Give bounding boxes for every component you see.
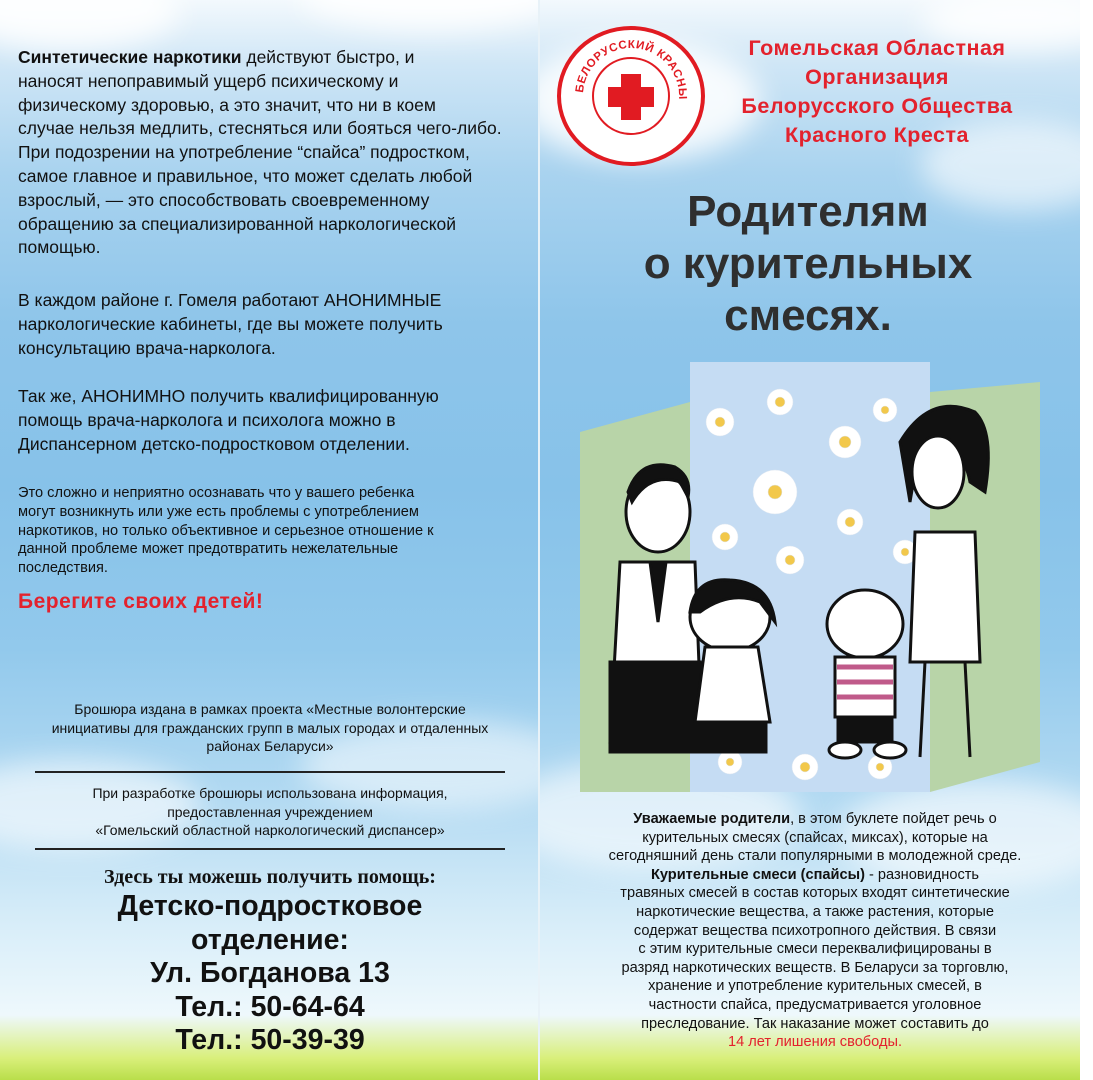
divider	[35, 771, 505, 773]
help-contacts: Детско-подростковое отделение: Ул. Богданова 13 Тел.: 50-64-64 Тел.: 50-39-39	[117, 890, 423, 1056]
red-cross-icon	[561, 30, 701, 162]
svg-text:БЕЛОРУССКИЙ КРАСНЫЙ КРЕСТ: БЕЛОРУССКИЙ КРАСНЫ	[573, 38, 689, 101]
project-note: Брошюра издана в рамках проекта «Местные волонтерские инициативы для гражданских групп в малых городах и отдаленных районах Беларуси»	[51, 701, 489, 755]
help-heading: Здесь ты можешь получить помощь:	[104, 866, 436, 888]
paragraph-synthetic-drugs: Синтетические наркотики действуют быстро, и наносят непоправимый ущерб психическому и физическому здоровью, а это значит, что ни в коем случае нельзя медлить, стесняться или бояться чего-либо. При подозрении на употребление “спайса” подростком, самое главное и правильное, что может сделать любой взрослый, — это способствовать своевременному обращению за специализированной наркологической помощью.	[18, 47, 502, 258]
bold-lead: Синтетические наркотики	[18, 47, 242, 67]
slogan: Берегите своих детей!	[18, 590, 264, 613]
page-edge	[1080, 0, 1093, 1080]
red-cross-logo	[557, 26, 705, 166]
family-illustration	[580, 362, 1040, 792]
brochure-title: Родителям о курительных смесях.	[643, 187, 973, 340]
paragraph-awareness: Это сложно и неприятно осознавать что у вашего ребенка могут возникнуть или уже есть проблемы с употреблением наркотиков, но только объективное и серьезное отношение к данной проблеме может предотвратить нежелательные последствия.	[18, 485, 434, 577]
divider	[35, 848, 505, 850]
girl-figure	[690, 580, 775, 752]
source-note: При разработке брошюры использована информация, предоставленная учреждением «Гомельский областной наркологический диспансер»	[92, 785, 448, 839]
paragraph-anonymous-help: Так же, АНОНИМНО получить квалифицированную помощь врача-нарколога и психолога можно в Диспансерном детско-подростковом отделении.	[18, 386, 439, 454]
intro-paragraph: Уважаемые родители, в этом буклете пойдет речь о курительных смесях (спайсах, миксах), которые на сегодняшний день стали популярными в молодежной среде. Курительные смеси (спайсы) - разновидность травяных смесей в состав которых входят синтетические наркотические вещества, а также растения, которые содержат вещества психотропного действия. В связи с этим курительные смеси переквалифицированы в разряд наркотических веществ. В Беларуси за торговлю, хранение и употребление курительных смесей, в частности спайса, предусматривается уголовное преследование. Так наказание может составить до 14 лет лишения свободы.	[608, 811, 1022, 1051]
paragraph-anonymous-cabinets: В каждом районе г. Гомеля работают АНОНИМНЫЕ наркологические кабинеты, где вы можете получить консультацию врача-нарколога.	[18, 290, 443, 358]
left-panel	[0, 0, 538, 1080]
organization-name: Гомельская Областная Организация Белорусского Общества Красного Креста	[741, 36, 1013, 147]
